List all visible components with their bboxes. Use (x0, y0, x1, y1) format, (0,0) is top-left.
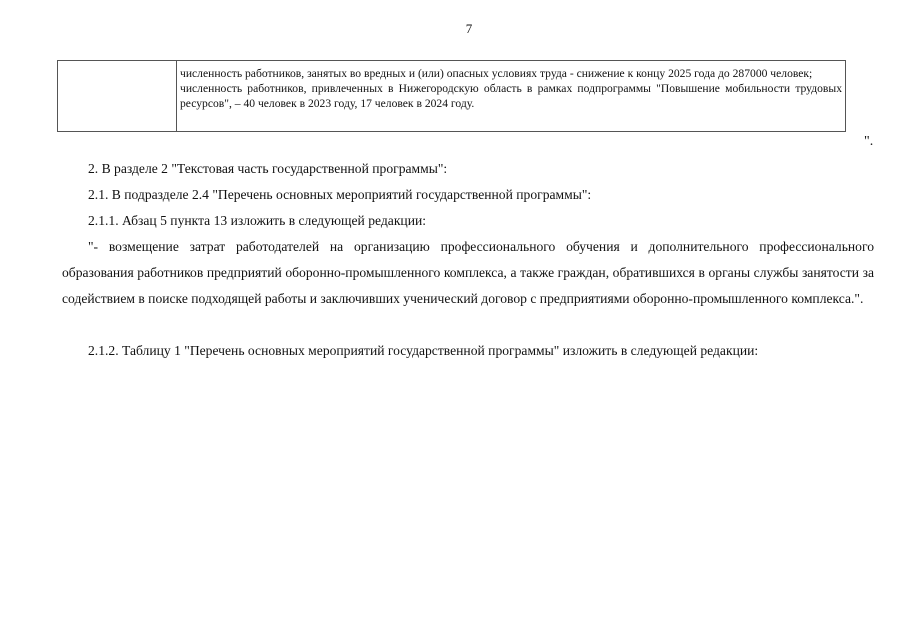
continuation-table (57, 60, 846, 132)
paragraph-new-wording: "- возмещение затрат работодателей на организацию профессионального обучения и дополнительного профессионального образования работников предприятий оборонно-промышленного комплекса, а также граждан, обратившихся в органы службы занятости за содействием в поиске подходящей работы и заключивших ученический договор с предприятиями оборонно-промышленного комплекса.". (62, 239, 874, 306)
paragraph-section-2: 2. В разделе 2 "Текстовая часть государственной программы": (88, 161, 448, 176)
paragraph-item-2-1-1: 2.1.1. Абзац 5 пункта 13 изложить в следующей редакции: (88, 213, 427, 228)
closing-quote: ". (864, 134, 874, 149)
page-number: 7 (465, 21, 473, 36)
indicator-labor-mobility: численность работников, привлеченных в Нижегородскую область в рамках подпрограммы "Повышение мобильности трудовых ресурсов", – 40 человек в 2023 году, 17 человек в 2024 году. (180, 82, 842, 110)
table-cell-indicators (177, 61, 846, 132)
indicator-harmful-conditions: численность работников, занятых во вредных и (или) опасных условиях труда - снижение к концу 2025 года до 287000 человек; (180, 67, 813, 80)
paragraph-item-2-1-2: 2.1.2. Таблицу 1 "Перечень основных мероприятий государственной программы" изложить в следующей редакции: (88, 343, 759, 358)
table-cell-empty (58, 61, 177, 132)
table-row (58, 61, 846, 132)
paragraph-subsection-2-1: 2.1. В подразделе 2.4 "Перечень основных мероприятий государственной программы": (88, 187, 592, 202)
indicator-text (177, 61, 845, 111)
